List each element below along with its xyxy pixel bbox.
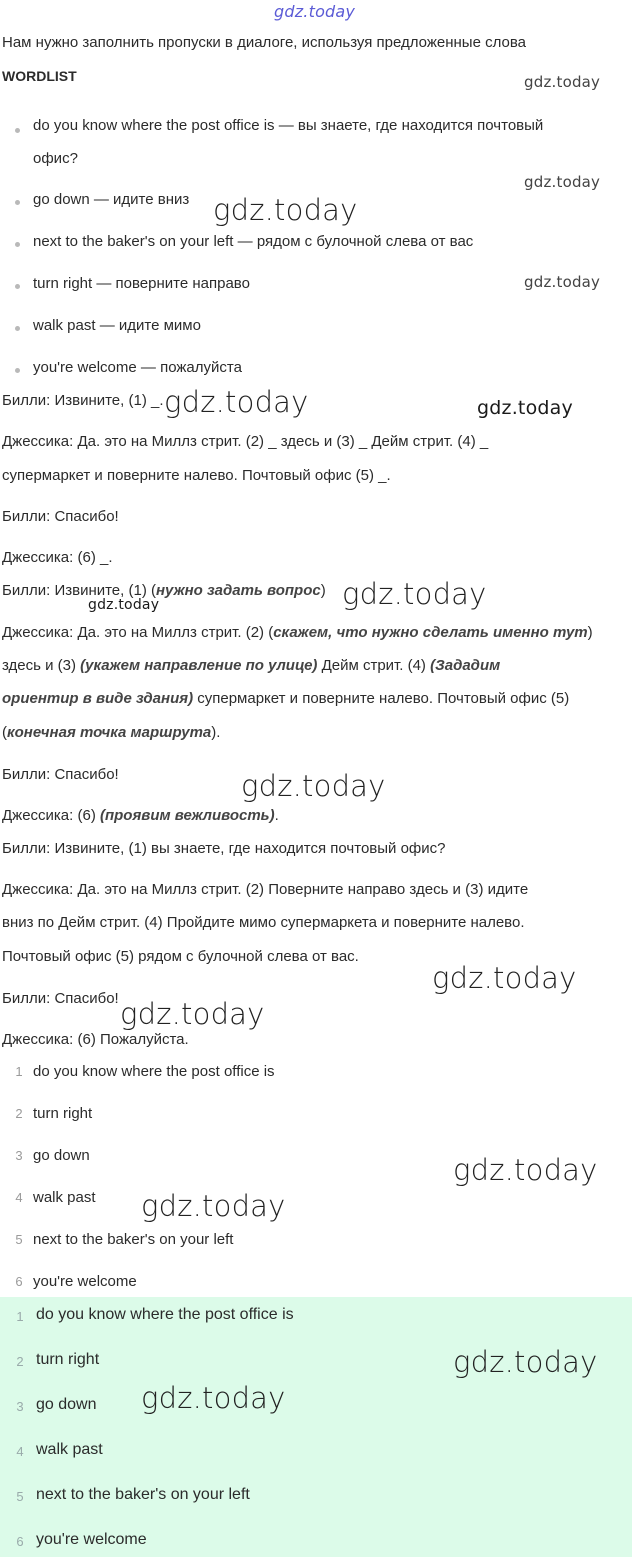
wordlist-item: go down — идите вниз: [33, 191, 190, 208]
bullet-icon: [15, 326, 20, 331]
bullet-icon: [15, 368, 20, 373]
answer-number: 3: [15, 1148, 23, 1163]
watermark: gdz.today: [453, 1345, 598, 1379]
watermark: gdz.today: [453, 1153, 598, 1187]
answer-number: 5: [15, 1232, 23, 1247]
dialog3-line: Джессика: Да. это на Миллз стрит. (2) Поверните направо здесь и (3) идите: [2, 881, 529, 898]
watermark: gdz.today: [141, 1381, 286, 1415]
answer-number: 6: [15, 1274, 23, 1289]
bullet-icon: [15, 200, 20, 205]
dialog2-line: Джессика: Да. это на Миллз стрит. (2) (скажем, что нужно сделать именно тут): [2, 624, 593, 641]
watermark: gdz.today: [141, 1189, 286, 1223]
watermark: gdz.today: [164, 385, 309, 419]
watermark: gdz.today: [524, 73, 601, 91]
answer-text: walk past: [36, 1441, 103, 1458]
watermark-top: gdz.today: [274, 2, 356, 21]
intro-text: Нам нужно заполнить пропуски в диалоге, используя предложенные слова: [2, 34, 526, 51]
wordlist-title: WORDLIST: [2, 68, 77, 84]
wordlist-item-cont: офис?: [33, 150, 78, 167]
watermark: gdz.today: [342, 577, 487, 611]
wordlist-item: you're welcome — пожалуйста: [33, 359, 242, 376]
dialog1-line: Билли: Извините, (1) _.: [2, 392, 164, 409]
answer-text: walk past: [33, 1189, 96, 1206]
wordlist-item: walk past — идите мимо: [33, 317, 201, 334]
answer-text: go down: [36, 1396, 97, 1413]
dialog2-line: (конечная точка маршрута).: [2, 724, 221, 741]
watermark: gdz.today: [88, 597, 160, 613]
answer-number: 2: [15, 1106, 23, 1121]
watermark: gdz.today: [120, 997, 265, 1031]
dialog3-line: вниз по Дейм стрит. (4) Пройдите мимо супермаркета и поверните налево.: [2, 914, 525, 931]
answer-text: do you know where the post office is: [33, 1063, 275, 1080]
answer-number: 4: [15, 1190, 23, 1205]
answer-text: do you know where the post office is: [36, 1306, 294, 1323]
answer-text: go down: [33, 1147, 90, 1164]
answer-number: 4: [16, 1444, 24, 1459]
dialog2-line: Билли: Спасибо!: [2, 766, 119, 783]
bullet-icon: [15, 128, 20, 133]
wordlist-item: do you know where the post office is — вы знаете, где находится почтовый: [33, 117, 544, 134]
dialog1-line: Джессика: Да. это на Миллз стрит. (2) _ здесь и (3) _ Дейм стрит. (4) _: [2, 433, 489, 450]
bullet-icon: [15, 242, 20, 247]
answer-text: next to the baker's on your left: [33, 1231, 234, 1248]
answer-number: 6: [16, 1534, 24, 1549]
dialog2-line: Джессика: (6) (проявим вежливость).: [2, 807, 279, 824]
answer-text: next to the baker's on your left: [36, 1486, 250, 1503]
wordlist-item: turn right — поверните направо: [33, 275, 250, 292]
answer-number: 1: [15, 1064, 23, 1079]
answer-text: turn right: [33, 1105, 93, 1122]
answer-number: 2: [16, 1354, 24, 1369]
watermark: gdz.today: [524, 173, 601, 191]
watermark: gdz.today: [524, 273, 601, 291]
bullet-icon: [15, 284, 20, 289]
dialog2-line: здесь и (3) (укажем направление по улице) Дейм стрит. (4) (Зададим: [2, 657, 501, 674]
dialog2-line: Билли: Извините, (1) (нужно задать вопрос): [2, 582, 326, 599]
dialog1-line: Билли: Спасибо!: [2, 508, 119, 525]
watermark: gdz.today: [241, 769, 386, 803]
answer-text: turn right: [36, 1351, 100, 1368]
answer-text: you're welcome: [33, 1273, 137, 1290]
dialog3-line: Билли: Извините, (1) вы знаете, где находится почтовый офис?: [2, 840, 446, 857]
dialog1-line: Джессика: (6) _.: [2, 549, 113, 566]
wordlist-item: next to the baker's on your left — рядом с булочной слева от вас: [33, 233, 474, 250]
dialog3-line: Джессика: (6) Пожалуйста.: [2, 1031, 189, 1048]
watermark: gdz.today: [213, 193, 358, 227]
dialog1-line: супермаркет и поверните налево. Почтовый офис (5) _.: [2, 467, 391, 484]
answers-highlight-block: [0, 1297, 632, 1557]
answer-number: 1: [16, 1309, 24, 1324]
dialog3-line: Почтовый офис (5) рядом с булочной слева от вас.: [2, 948, 359, 965]
watermark: gdz.today: [432, 961, 577, 995]
answer-text: you're welcome: [36, 1531, 147, 1548]
watermark: gdz.today: [477, 397, 573, 419]
dialog3-line: Билли: Спасибо!: [2, 990, 119, 1007]
answer-number: 3: [16, 1399, 24, 1414]
dialog2-line: ориентир в виде здания) супермаркет и поверните налево. Почтовый офис (5): [2, 690, 570, 707]
answer-number: 5: [16, 1489, 24, 1504]
